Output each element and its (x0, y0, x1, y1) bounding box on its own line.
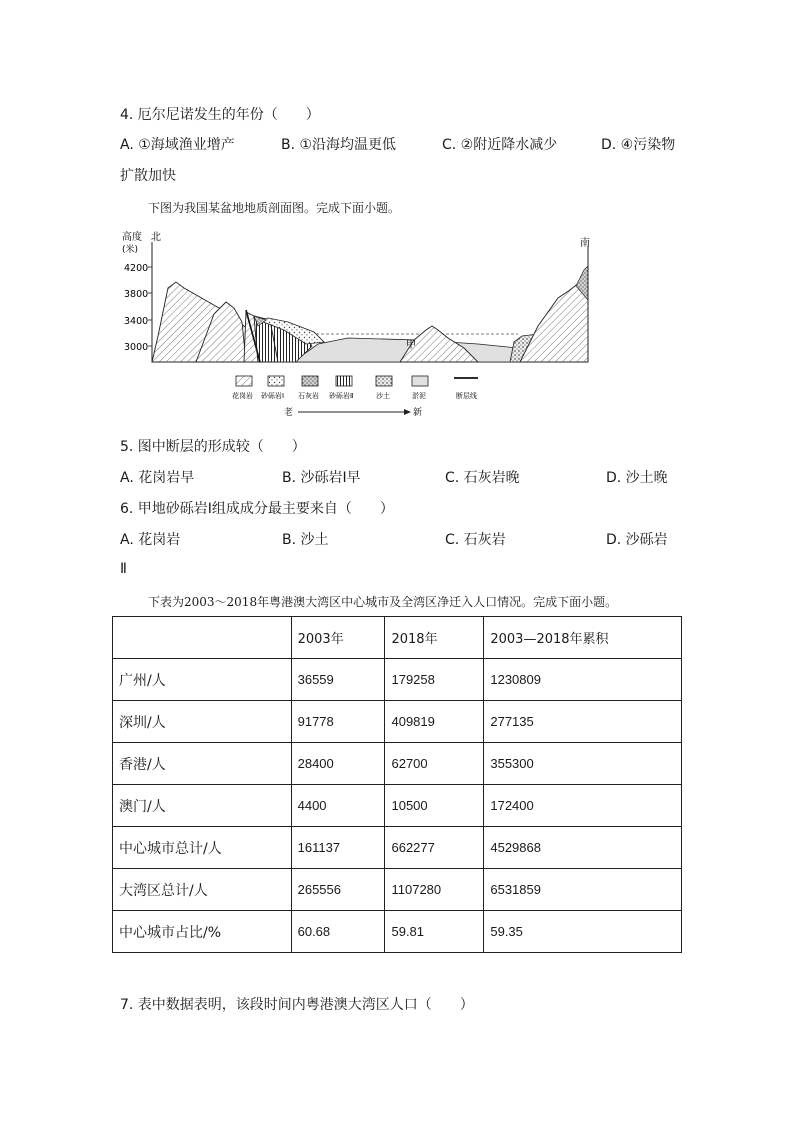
legend (232, 376, 478, 400)
tick-3400: 3400 (124, 316, 149, 327)
table-cell: 662277 (385, 827, 484, 869)
table-row (113, 701, 682, 743)
table-header-row (113, 617, 682, 659)
table-cell: 4400 (291, 785, 385, 827)
migration-table (112, 616, 682, 953)
question-4-stem: 4. 厄尔尼诺发生的年份（ ） (120, 107, 320, 123)
tick-4200: 4200 (124, 263, 149, 274)
table-cell: 161137 (291, 827, 385, 869)
south-label: 南 (580, 238, 590, 249)
table-cell: 10500 (385, 785, 484, 827)
y-axis-unit: (米) (122, 245, 139, 255)
y-axis-title: 高度 (122, 232, 142, 243)
legend-sand-soil: 沙土 (376, 392, 390, 400)
table-cell: 36559 (291, 659, 385, 701)
table-row (113, 827, 682, 869)
legend-sandstone-1: 砂砾岩Ⅰ (261, 392, 285, 400)
site-jia-label: 甲 (406, 340, 416, 351)
q4-option-d[interactable]: D. ④污染物 (601, 137, 676, 153)
row-label: 大湾区总计/人 (113, 869, 292, 911)
q6-option-b[interactable]: B. 沙土 (282, 532, 329, 548)
table-cell: 179258 (385, 659, 484, 701)
table-cell: 28400 (291, 743, 385, 785)
q6-option-d[interactable]: D. 沙砾岩 (606, 532, 668, 548)
q5-option-b[interactable]: B. 沙砾岩Ⅰ早 (282, 470, 361, 486)
tick-3800: 3800 (124, 289, 149, 300)
q4-option-b[interactable]: B. ①沿海均温更低 (281, 137, 397, 153)
table-row (113, 869, 682, 911)
q5-option-a[interactable]: A. 花岗岩早 (120, 470, 195, 486)
q4-option-a[interactable]: A. ①海域渔业增产 (120, 137, 235, 153)
legend-limestone: 石灰岩 (298, 392, 319, 400)
table-cell: 4529868 (484, 827, 682, 869)
table-cell: 6531859 (484, 869, 682, 911)
table-cell: 1107280 (385, 869, 484, 911)
q6-option-c[interactable]: C. 石灰岩 (445, 532, 506, 548)
age-new-label: 新 (413, 408, 423, 418)
north-label: 北 (151, 232, 161, 243)
table-cell: 59.81 (385, 911, 484, 953)
row-label: 中心城市占比/% (113, 911, 292, 953)
table-header-cell (113, 617, 292, 659)
table-row (113, 659, 682, 701)
q4-option-d-continuation: 扩散加快 (120, 168, 176, 184)
geological-profile-figure (118, 226, 598, 422)
table-cell: 62700 (385, 743, 484, 785)
tick-3000: 3000 (124, 342, 149, 353)
table-cell: 172400 (484, 785, 682, 827)
table-cell: 265556 (291, 869, 385, 911)
row-label: 深圳/人 (113, 701, 292, 743)
table-header-cell: 2018年 (385, 617, 484, 659)
row-label: 香港/人 (113, 743, 292, 785)
table-header-cell: 2003—2018年累积 (484, 617, 682, 659)
table-cell: 1230809 (484, 659, 682, 701)
table-row (113, 911, 682, 953)
figure-intro: 下图为我国某盆地地质剖面图。完成下面小题。 (148, 201, 401, 215)
table-header-cell: 2003年 (291, 617, 385, 659)
q5-option-d[interactable]: D. 沙土晚 (606, 470, 668, 486)
row-label: 广州/人 (113, 659, 292, 701)
section-mark: Ⅱ (120, 561, 127, 577)
table-cell: 59.35 (484, 911, 682, 953)
table-cell: 60.68 (291, 911, 385, 953)
q6-option-a[interactable]: A. 花岗岩 (120, 532, 181, 548)
table-row (113, 743, 682, 785)
q5-option-c[interactable]: C. 石灰岩晚 (445, 470, 520, 486)
table-intro: 下表为2003～2018年粤港澳大湾区中心城市及全湾区净迁入人口情况。完成下面小题。 (148, 595, 618, 609)
table-cell: 91778 (291, 701, 385, 743)
question-7-stem: 7. 表中数据表明，该段时间内粤港澳大湾区人口（ ） (120, 997, 474, 1013)
legend-sandstone-2: 砂砾岩Ⅱ (329, 392, 354, 400)
age-old-label: 老 (284, 408, 294, 418)
table-cell: 277135 (484, 701, 682, 743)
table-cell: 409819 (385, 701, 484, 743)
legend-granite: 花岗岩 (232, 392, 253, 400)
question-5-stem: 5. 图中断层的形成较（ ） (120, 439, 306, 455)
table-row (113, 785, 682, 827)
legend-fault-line: 断层线 (456, 392, 477, 400)
legend-silt: 淤泥 (412, 392, 426, 400)
table-cell: 355300 (484, 743, 682, 785)
q4-option-c[interactable]: C. ②附近降水减少 (442, 137, 558, 153)
row-label: 澳门/人 (113, 785, 292, 827)
question-6-stem: 6. 甲地砂砾岩Ⅰ组成成分最主要来自（ ） (120, 501, 394, 517)
row-label: 中心城市总计/人 (113, 827, 292, 869)
